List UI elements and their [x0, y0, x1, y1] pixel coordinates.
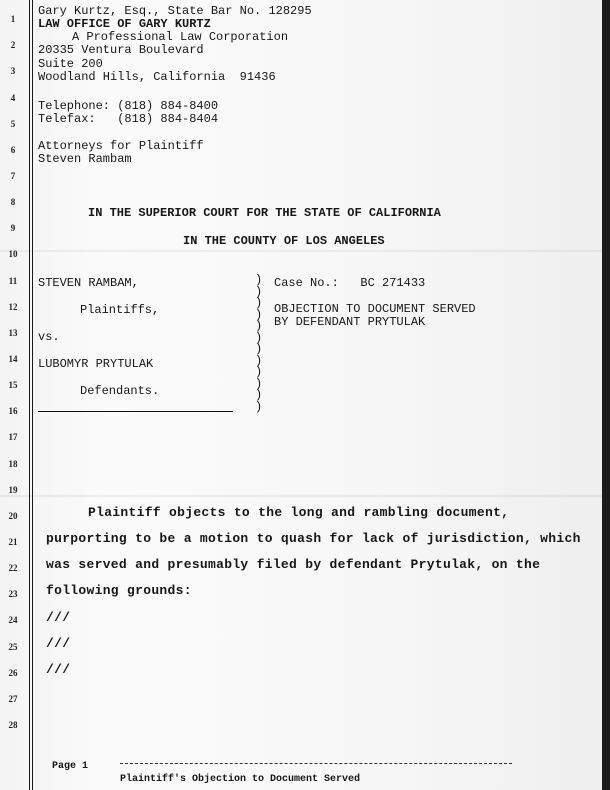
body-line-3: was served and presumably filed by defendant Prytulak, on the [46, 557, 541, 572]
body-line-1: Plaintiff objects to the long and rambling document, [88, 505, 510, 520]
firm-name: LAW OFFICE OF GARY KURTZ [38, 17, 211, 31]
paper-fold [0, 495, 610, 497]
continuation-slashes: /// [46, 636, 71, 651]
telefax: Telefax: (818) 884-8404 [38, 112, 219, 126]
line-number: 2 [10, 40, 16, 50]
footer-title: Plaintiff's Objection to Document Served [120, 774, 361, 785]
address-street: 20335 Ventura Boulevard [38, 43, 204, 57]
case-number: Case No.: BC 271433 [274, 276, 426, 290]
page-number: Page 1 [52, 761, 89, 772]
line-number: 12 [8, 302, 18, 312]
line-number: 23 [8, 589, 18, 599]
line-number: 4 [10, 93, 16, 103]
client-name: Steven Rambam [38, 152, 132, 166]
line-number: 18 [8, 459, 18, 469]
line-number: 22 [8, 563, 18, 573]
telephone: Telephone: (818) 884-8400 [38, 99, 219, 113]
defendant-name: LUBOMYR PRYTULAK [38, 357, 154, 371]
court-title: IN THE SUPERIOR COURT FOR THE STATE OF CALIFORNIA [88, 206, 441, 220]
address-suite: Suite 200 [38, 57, 103, 71]
address-city: Woodland Hills, California 91436 [38, 70, 276, 84]
line-number: 3 [10, 66, 16, 76]
line-number: 6 [10, 145, 16, 155]
footer-rule [120, 763, 512, 764]
line-number: 7 [10, 171, 16, 181]
continuation-slashes: /// [46, 610, 71, 625]
line-number: 27 [8, 694, 18, 704]
continuation-slashes: /// [46, 662, 71, 677]
line-number: 14 [8, 354, 18, 364]
line-number: 1 [10, 14, 16, 24]
plaintiff-name: STEVEN RAMBAM, [38, 276, 139, 290]
left-margin-line [29, 0, 30, 790]
document-title-line2: BY DEFENDANT PRYTULAK [274, 315, 426, 329]
versus: vs. [38, 330, 60, 344]
court-county: IN THE COUNTY OF LOS ANGELES [183, 234, 385, 248]
line-number: 20 [8, 511, 18, 521]
line-number: 26 [8, 668, 18, 678]
caption-underline [38, 411, 233, 412]
right-edge-shadow [602, 0, 610, 790]
line-number: 21 [8, 537, 18, 547]
defendant-role: Defendants. [80, 384, 160, 398]
firm-type: A Professional Law Corporation [72, 30, 289, 44]
line-number: 19 [8, 485, 18, 495]
line-number: 11 [8, 276, 18, 286]
left-margin-line [32, 0, 33, 790]
paper-fold [0, 250, 610, 252]
body-line-2: purporting to be a motion to quash for lack of jurisdiction, which [46, 531, 581, 546]
body-line-4: following grounds: [46, 583, 192, 598]
line-number: 15 [8, 380, 18, 390]
caption-parentheses: ) ) ) ) ) ) ) ) ) ) ) ) [255, 273, 263, 414]
document-title-line1: OBJECTION TO DOCUMENT SERVED [274, 302, 476, 316]
attorney-name-line: Gary Kurtz, Esq., State Bar No. 128295 [38, 4, 312, 18]
line-number: 13 [8, 328, 18, 338]
line-number: 8 [10, 197, 16, 207]
line-number: 24 [8, 615, 18, 625]
line-number: 25 [8, 642, 18, 652]
line-number: 17 [8, 432, 18, 442]
line-number: 28 [8, 720, 18, 730]
line-number: 16 [8, 406, 18, 416]
line-number: 10 [8, 249, 18, 259]
line-number: 9 [10, 223, 16, 233]
attorneys-for: Attorneys for Plaintiff [38, 139, 204, 153]
plaintiff-role: Plaintiffs, [80, 303, 160, 317]
line-number: 5 [10, 119, 16, 129]
